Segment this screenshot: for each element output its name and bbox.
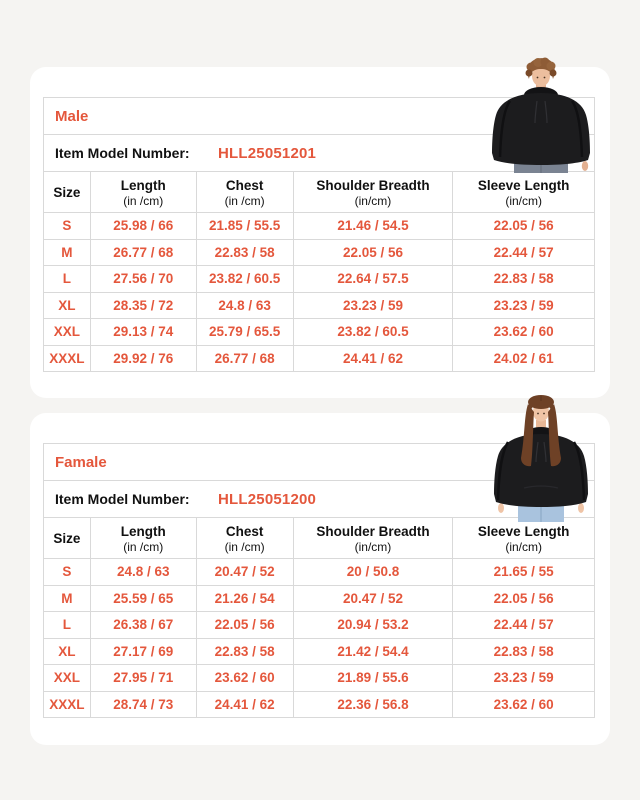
size-label: M [44,585,91,612]
female-size-table [43,443,595,718]
model-number-label: Item Model Number: [55,491,190,507]
shoulder-value: 23.82 / 60.5 [293,319,453,346]
col-header-sleeve: Sleeve Length (in/cm) [453,172,595,213]
size-row-XXXL [44,691,595,718]
female-model-number-row [44,481,595,518]
col-header-shoulder: Shoulder Breadth (in/cm) [293,518,453,559]
col-header-chest: Chest (in /cm) [196,172,293,213]
model-number-value: HLL25051200 [218,490,317,508]
model-number-line [44,145,594,162]
female-size-chart-card [30,413,610,745]
chest-value: 21.85 / 55.5 [196,213,293,240]
length-value: 25.59 / 65 [90,585,196,612]
shoulder-value: 22.05 / 56 [293,239,453,266]
length-value: 24.8 / 63 [90,559,196,586]
size-label: XXXL [44,691,91,718]
female-title-row [44,444,595,481]
male-size-table [43,97,595,372]
size-label: XXL [44,665,91,692]
shoulder-value: 21.89 / 55.6 [293,665,453,692]
sleeve-value: 23.23 / 59 [453,292,595,319]
size-row-XXL [44,319,595,346]
sleeve-value: 22.05 / 56 [453,213,595,240]
size-row-XXXL [44,345,595,372]
col-header-chest: Chest (in /cm) [196,518,293,559]
length-value: 27.95 / 71 [90,665,196,692]
size-row-L [44,266,595,293]
size-row-L [44,612,595,639]
col-header-size: Size [44,518,91,559]
chest-value: 25.79 / 65.5 [196,319,293,346]
chest-value: 23.82 / 60.5 [196,266,293,293]
size-label: L [44,612,91,639]
shoulder-value: 22.64 / 57.5 [293,266,453,293]
size-label: XL [44,638,91,665]
chest-value: 22.83 / 58 [196,239,293,266]
shoulder-value: 20.47 / 52 [293,585,453,612]
length-value: 26.38 / 67 [90,612,196,639]
shoulder-value: 21.42 / 54.4 [293,638,453,665]
size-row-XL [44,292,595,319]
shoulder-value: 20.94 / 53.2 [293,612,453,639]
male-column-headers [44,172,595,213]
sleeve-value: 22.83 / 58 [453,266,595,293]
size-label: XL [44,292,91,319]
chest-value: 24.41 / 62 [196,691,293,718]
female-table-body [44,559,595,718]
length-value: 28.74 / 73 [90,691,196,718]
male-table-wrap [43,97,595,372]
chest-value: 22.05 / 56 [196,612,293,639]
chest-value: 24.8 / 63 [196,292,293,319]
model-number-value: HLL25051201 [218,144,317,162]
sleeve-value: 21.65 / 55 [453,559,595,586]
sleeve-value: 23.62 / 60 [453,691,595,718]
male-table-body [44,213,595,372]
chest-value: 21.26 / 54 [196,585,293,612]
chest-value: 23.62 / 60 [196,665,293,692]
length-value: 26.77 / 68 [90,239,196,266]
col-header-size: Size [44,172,91,213]
shoulder-value: 20 / 50.8 [293,559,453,586]
model-number-label: Item Model Number: [55,145,190,161]
gender-title: Male [44,98,595,135]
size-label: M [44,239,91,266]
sleeve-value: 24.02 / 61 [453,345,595,372]
sleeve-value: 23.23 / 59 [453,665,595,692]
female-column-headers [44,518,595,559]
female-table-wrap [43,443,595,718]
chest-value: 20.47 / 52 [196,559,293,586]
size-row-S [44,559,595,586]
size-label: XXL [44,319,91,346]
size-row-XL [44,638,595,665]
size-label: S [44,559,91,586]
size-row-S [44,213,595,240]
chest-value: 26.77 / 68 [196,345,293,372]
sleeve-value: 23.62 / 60 [453,319,595,346]
col-header-length: Length (in /cm) [90,518,196,559]
col-header-sleeve: Sleeve Length (in/cm) [453,518,595,559]
size-row-M [44,239,595,266]
length-value: 27.17 / 69 [90,638,196,665]
sleeve-value: 22.44 / 57 [453,612,595,639]
male-title-row [44,98,595,135]
length-value: 29.92 / 76 [90,345,196,372]
model-number-line [44,491,594,508]
length-value: 27.56 / 70 [90,266,196,293]
male-model-number-row [44,135,595,172]
length-value: 28.35 / 72 [90,292,196,319]
size-label: XXXL [44,345,91,372]
size-row-M [44,585,595,612]
length-value: 25.98 / 66 [90,213,196,240]
male-size-chart-card [30,67,610,398]
gender-title: Famale [44,444,595,481]
sleeve-value: 22.44 / 57 [453,239,595,266]
shoulder-value: 22.36 / 56.8 [293,691,453,718]
shoulder-value: 21.46 / 54.5 [293,213,453,240]
col-header-shoulder: Shoulder Breadth (in/cm) [293,172,453,213]
col-header-length: Length (in /cm) [90,172,196,213]
shoulder-value: 23.23 / 59 [293,292,453,319]
shoulder-value: 24.41 / 62 [293,345,453,372]
size-label: L [44,266,91,293]
chest-value: 22.83 / 58 [196,638,293,665]
length-value: 29.13 / 74 [90,319,196,346]
size-row-XXL [44,665,595,692]
size-label: S [44,213,91,240]
sleeve-value: 22.05 / 56 [453,585,595,612]
sleeve-value: 22.83 / 58 [453,638,595,665]
